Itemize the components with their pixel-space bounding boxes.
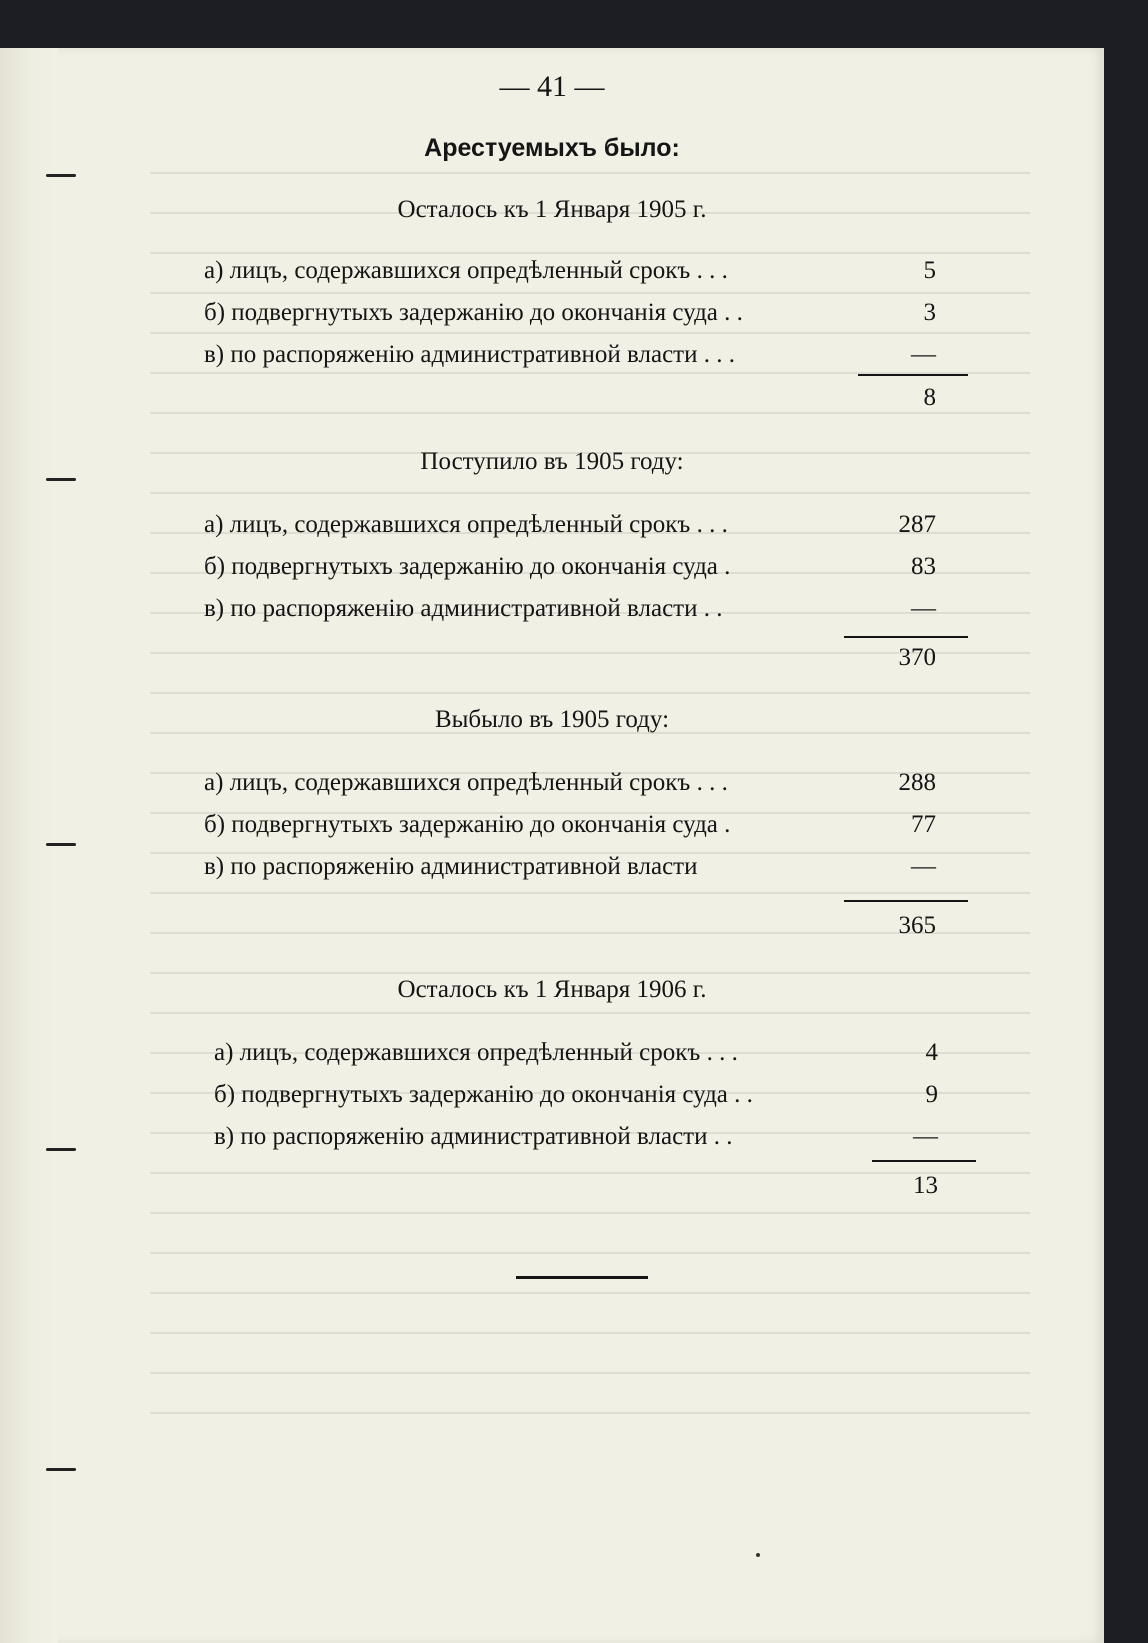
table-row	[204, 338, 936, 372]
table-row	[214, 1036, 938, 1070]
row-value: 288	[898, 769, 936, 796]
sum-rule	[872, 1160, 976, 1162]
table-row	[204, 592, 936, 626]
row-label: б) подвергнутыхъ задержанію до окончанія суда .	[204, 553, 731, 580]
section-total: 370	[898, 644, 936, 671]
row-value: —	[911, 595, 936, 622]
table-row	[204, 296, 936, 330]
page-heading: Арестуемыхъ было:	[424, 134, 680, 162]
section-title: Осталось къ 1 Января 1905 г.	[397, 196, 707, 223]
section-title: Поступило въ 1905 году:	[420, 448, 684, 475]
row-value: —	[911, 341, 936, 368]
row-value: —	[913, 1123, 938, 1150]
row-value: 77	[911, 811, 936, 838]
table-row	[204, 808, 936, 842]
row-label: а) лицъ, содержавшихся опредѣленный срокъ . . .	[204, 769, 728, 796]
row-label: б) подвергнутыхъ задержанію до окончанія суда . .	[204, 299, 743, 326]
row-label: в) по распоряженію административной власти	[204, 853, 698, 880]
sum-rule	[858, 374, 968, 376]
table-row	[204, 766, 936, 800]
section-total: 8	[923, 384, 936, 411]
table-row	[204, 850, 936, 884]
row-label: а) лицъ, содержавшихся опредѣленный срокъ . . .	[204, 257, 728, 284]
page-content	[0, 48, 1104, 1643]
page-number: — 41 —	[499, 70, 605, 103]
table-row	[204, 550, 936, 584]
table-row	[204, 508, 936, 542]
row-value: 9	[925, 1081, 938, 1108]
table-row	[204, 254, 936, 288]
table-row	[214, 1078, 938, 1112]
document-page	[0, 48, 1104, 1643]
row-label: в) по распоряженію административной власти . . .	[204, 341, 735, 368]
section-total: 365	[898, 912, 936, 939]
section-title: Осталось къ 1 Января 1906 г.	[397, 976, 707, 1003]
section-total: 13	[913, 1172, 938, 1199]
end-rule	[516, 1276, 648, 1279]
row-label: б) подвергнутыхъ задержанію до окончанія суда . .	[214, 1081, 753, 1108]
table-row	[214, 1120, 938, 1154]
row-label: в) по распоряженію административной власти . .	[204, 595, 723, 622]
row-label: а) лицъ, содержавшихся опредѣленный срокъ . . .	[204, 511, 728, 538]
row-value: 83	[911, 553, 936, 580]
row-value: 3	[923, 299, 936, 326]
sum-rule	[844, 900, 968, 902]
row-label: а) лицъ, содержавшихся опредѣленный срокъ . . .	[214, 1039, 738, 1066]
row-label: в) по распоряженію административной власти . .	[214, 1123, 733, 1150]
row-value: —	[911, 853, 936, 880]
sum-rule	[844, 636, 968, 638]
row-label: б) подвергнутыхъ задержанію до окончанія суда .	[204, 811, 731, 838]
row-value: 4	[925, 1039, 938, 1066]
row-value: 287	[898, 511, 936, 538]
row-value: 5	[923, 257, 936, 284]
section-title: Выбыло въ 1905 году:	[434, 706, 670, 733]
